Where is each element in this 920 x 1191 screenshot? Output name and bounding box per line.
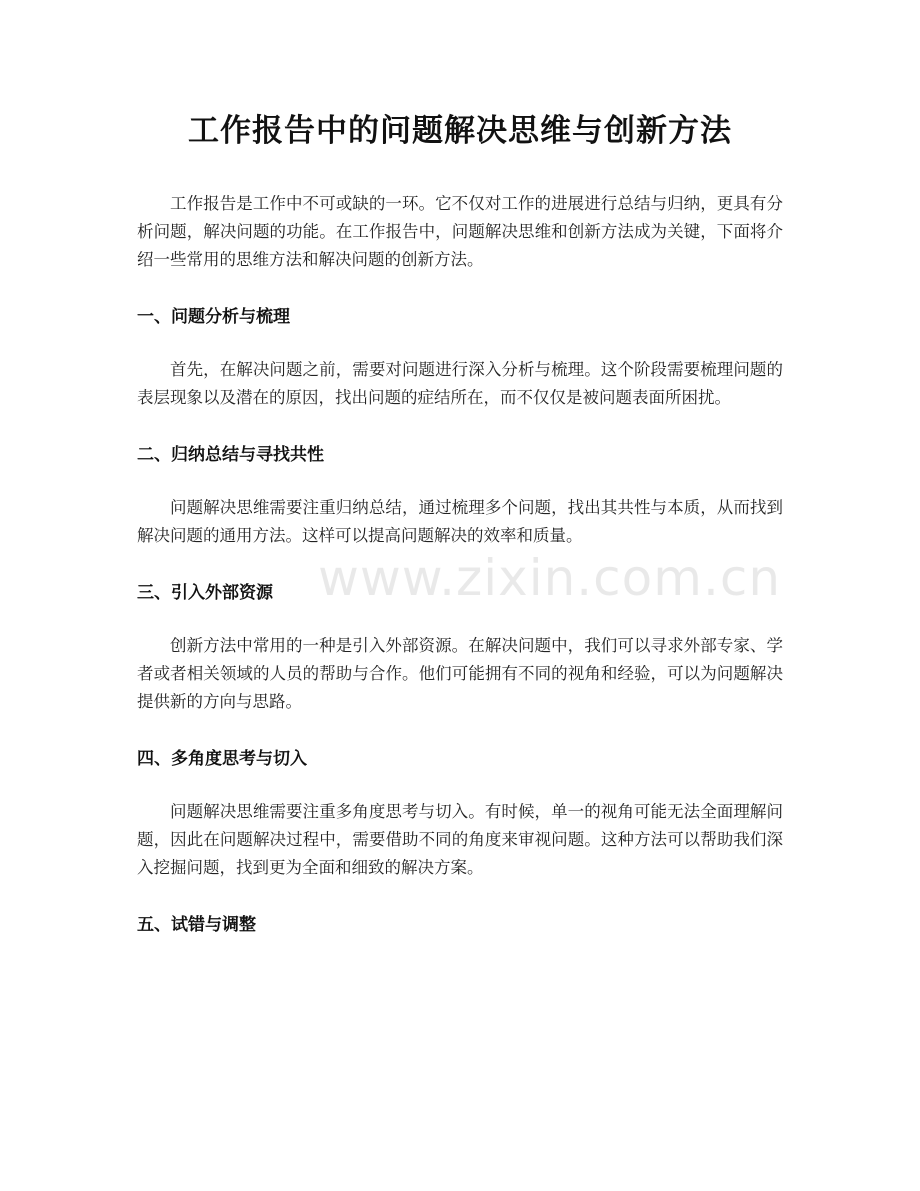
watermark-text: www.zixin.com.cn xyxy=(318,549,782,607)
section-body-4: 问题解决思维需要注重多角度思考与切入。有时候，单一的视角可能无法全面理解问题，因此在问题解决过程中，需要借助不同的角度来审视问题。这种方法可以帮助我们深入挖掘问题，找到更为全面和细致的解决方案。 xyxy=(137,802,783,877)
section-body-3: 创新方法中常用的一种是引入外部资源。在解决问题中，我们可以寻求外部专家、学者或者相关领域的人员的帮助与合作。他们可能拥有不同的视角和经验，可以为问题解决提供新的方向与思路。 xyxy=(137,636,783,711)
section-body-1: 首先，在解决问题之前，需要对问题进行深入分析与梳理。这个阶段需要梳理问题的表层现象以及潜在的原因，找出问题的症结所在，而不仅仅是被问题表面所困扰。 xyxy=(137,360,783,407)
section-heading-4: 四、多角度思考与切入 xyxy=(137,749,307,769)
section-heading-3: 三、引入外部资源 xyxy=(137,583,273,603)
section-heading-1: 一、问题分析与梳理 xyxy=(137,307,290,327)
section-heading-5: 五、试错与调整 xyxy=(137,915,256,935)
document-title: 工作报告中的问题解决思维与创新方法 xyxy=(188,113,732,149)
section-body-2: 问题解决思维需要注重归纳总结，通过梳理多个问题，找出其共性与本质，从而找到解决问题的通用方法。这样可以提高问题解决的效率和质量。 xyxy=(137,498,783,545)
intro-paragraph: 工作报告是工作中不可或缺的一环。它不仅对工作的进展进行总结与归纳，更具有分析问题，解决问题的功能。在工作报告中，问题解决思维和创新方法成为关键，下面将介绍一些常用的思维方法和解决问题的创新方法。 xyxy=(137,194,783,269)
section-heading-2: 二、归纳总结与寻找共性 xyxy=(137,445,324,465)
